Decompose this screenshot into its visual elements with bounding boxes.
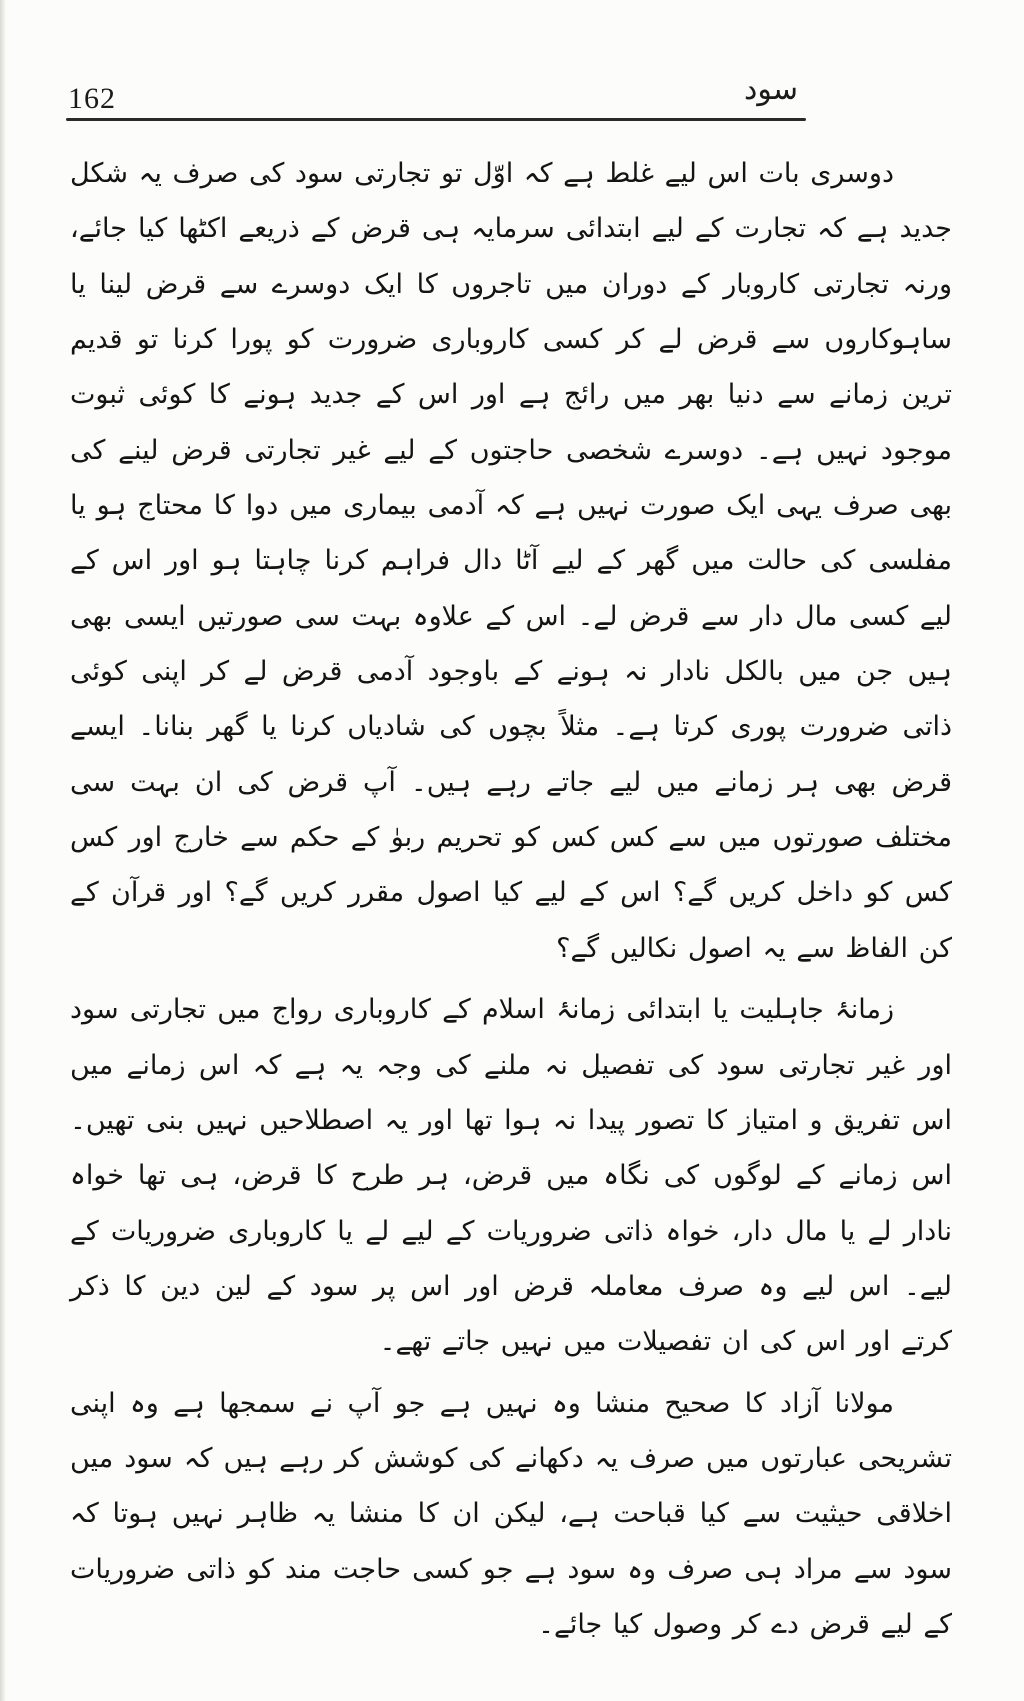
page-header bbox=[66, 72, 954, 120]
body-text bbox=[70, 146, 952, 1658]
header-rule bbox=[66, 118, 806, 121]
running-header-title: سود bbox=[744, 72, 798, 107]
page-number: 162 bbox=[68, 82, 116, 115]
paragraph: دوسری بات اس لیے غلط ہے کہ اوّل تو تجارتی سود کی صرف یہ شکل جدید ہے کہ تجارت کے لیے ابتدائی سرمایہ ہی قرض کے ذریعے اکٹھا کیا جائے، ورنہ تجارتی کاروبار کے دوران میں تاجروں کا ایک دوسرے سے قرض لینا یا ساہوکاروں سے قرض لے کر کسی کاروباری ضرورت کو پورا کرنا تو قدیم ترین زمانے سے دنیا بھر میں رائج ہے اور اس کے جدید ہونے کا کوئی ثبوت موجود نہیں ہے۔ دوسرے شخصی حاجتوں کے لیے غیر تجارتی قرض لینے کی بھی صرف یہی ایک صورت نہیں ہے کہ آدمی بیماری میں دوا کا محتاج ہو یا مفلسی کی حالت میں گھر کے لیے آٹا دال فراہم کرنا چاہتا ہو اور اس کے لیے کسی مال دار سے قرض لے۔ اس کے علاوہ بہت سی صورتیں ایسی بھی ہیں جن میں بالکل نادار نہ ہونے کے باوجود آدمی قرض لے کر اپنی کوئی ذاتی ضرورت پوری کرتا ہے۔ مثلاً بچوں کی شادیاں کرنا یا گھر بنانا۔ ایسے قرض بھی ہر زمانے میں لیے جاتے رہے ہیں۔ آپ قرض کی ان بہت سی مختلف صورتوں میں سے کس کس کو تحریم ربوٰ کے حکم سے خارج اور کس کس کو داخل کریں گے؟ اس کے لیے کیا اصول مقرر کریں گے؟ اور قرآن کے کن الفاظ سے یہ اصول نکالیں گے؟ bbox=[70, 158, 952, 964]
paragraph: مولانا آزاد کا صحیح منشا وہ نہیں ہے جو آپ نے سمجھا ہے وہ اپنی تشریحی عبارتوں میں صرف یہ دکھانے کی کوشش کر رہے ہیں کہ سود میں اخلاقی حیثیت سے کیا قباحت ہے، لیکن ان کا منشا یہ ظاہر نہیں ہوتا کہ سود سے مراد ہی صرف وہ سود ہے جو کسی حاجت مند کو ذاتی ضروریات کے لیے قرض دے کر وصول کیا جائے۔ bbox=[70, 1387, 952, 1640]
scan-edge-shadow bbox=[0, 0, 6, 1701]
paragraph: زمانۂ جاہلیت یا ابتدائی زمانۂ اسلام کے کاروباری رواج میں تجارتی سود اور غیر تجارتی سود کی تفصیل نہ ملنے کی وجہ یہ ہے کہ اس زمانے میں اس تفریق و امتیاز کا تصور پیدا نہ ہوا تھا اور یہ اصطلاحیں نہیں بنی تھیں۔ اس زمانے کے لوگوں کی نگاہ میں قرض، ہر طرح کا قرض، ہی تھا خواہ نادار لے یا مال دار، خواہ ذاتی ضروریات کے لیے لے یا کاروباری ضروریات کے لیے۔ اس لیے وہ صرف معاملہ قرض اور اس پر سود کے لین دین کا ذکر کرتے اور اس کی ان تفصیلات میں نہیں جاتے تھے۔ bbox=[70, 994, 952, 1358]
